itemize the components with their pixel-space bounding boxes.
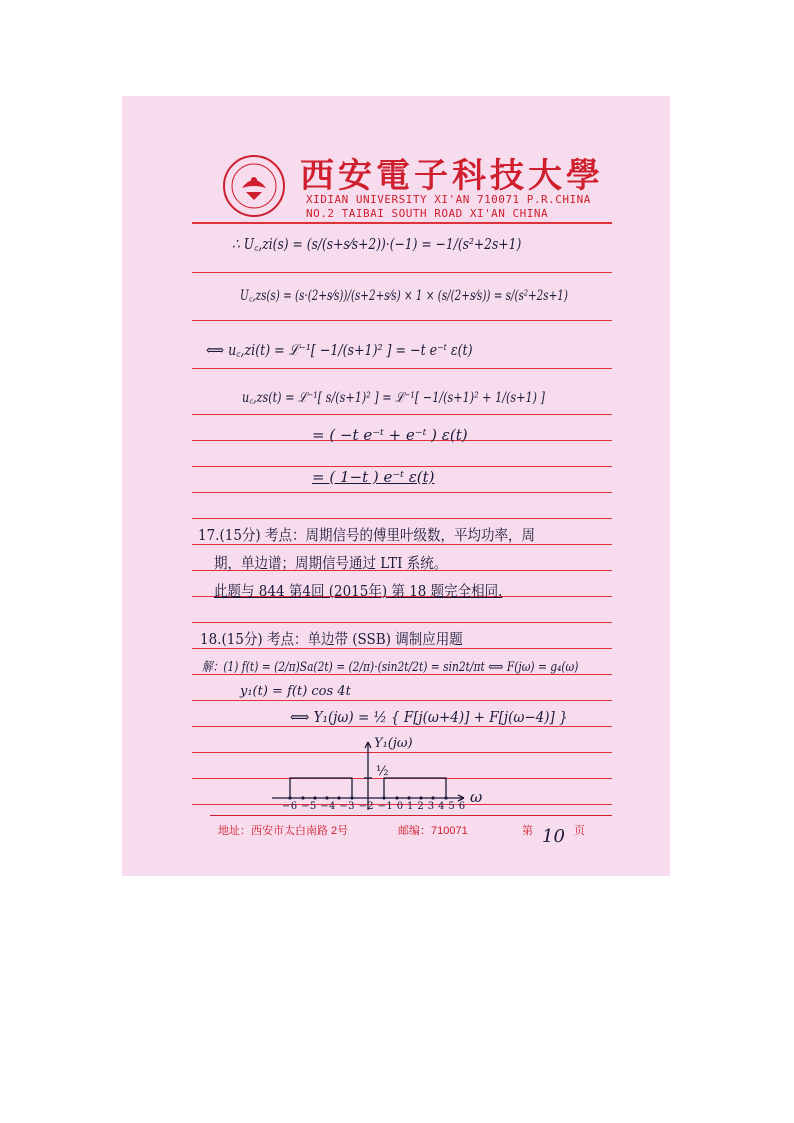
equation-line: ⟺ u꜀,zi(t) = ℒ⁻¹[ −1/(s+1)² ] = −t e⁻ᵗ ε(t) — [206, 341, 473, 359]
university-seal-icon — [222, 154, 286, 218]
letterhead-title-en: XIDIAN UNIVERSITY XI'AN 710071 P.R.CHINA — [306, 193, 591, 206]
ruled-line — [192, 272, 612, 273]
ruled-line — [192, 700, 612, 701]
ruled-line — [192, 368, 612, 369]
letterhead-address-en: NO.2 TAIBAI SOUTH ROAD XI'AN CHINA — [306, 207, 549, 220]
ruled-line — [192, 466, 612, 467]
letterhead-title-cn: 西安電子科技大學 — [300, 156, 604, 196]
spectrum-tick-labels: −6 −5 −4 −3 −2 −1 0 1 2 3 4 5 6 — [282, 801, 466, 812]
footer-page-label-pre: 第 — [522, 825, 533, 837]
problem-17-text: 期，单边谱；周期信号通过 LTI 系统。 — [214, 554, 448, 572]
problem-18-heading: 18.(15分) 考点：单边带 (SSB) 调制应用题 — [200, 630, 463, 648]
letterhead-sheet — [122, 96, 670, 876]
ruled-line — [192, 518, 612, 519]
ruled-line — [192, 492, 612, 493]
spectrum-ylabel: Y₁(jω) — [374, 736, 413, 751]
solution-line: 解：(1) f(t) = (2/π)Sa(2t) = (2/π)·(sin2t/2t) = sin2t/πt ⟺ F(jω) = g₄(ω) — [202, 660, 579, 675]
footer-address: 地址：西安市太白南路 2号 — [218, 825, 349, 837]
spectrum-xlabel: ω — [470, 788, 483, 806]
footer-postcode: 邮编：710071 — [398, 825, 468, 837]
equation-line: U꜀,zs(s) = (s·(2+s⁄s))/(s+2+s⁄s) × 1 × (s/(2+s⁄s)) = s/(s²+2s+1) — [240, 288, 568, 304]
solution-line: y₁(t) = f(t) cos 4t — [240, 684, 351, 699]
spectrum-half-label: ½ — [376, 764, 389, 779]
ruled-line — [192, 320, 612, 321]
footer-rule — [210, 815, 612, 816]
ruled-line — [192, 726, 612, 727]
spectrum-band-right — [384, 778, 446, 798]
equation-line: = ( −t e⁻ᵗ + e⁻ᵗ ) ε(t) — [312, 426, 468, 444]
ruled-line — [192, 414, 612, 415]
equation-line: u꜀,zs(t) = ℒ⁻¹[ s/(s+1)² ] = ℒ⁻¹[ −1/(s+1)² + 1/(s+1) ] — [242, 390, 545, 406]
problem-17-heading: 17.(15分) 考点：周期信号的傅里叶级数，平均功率，周 — [198, 526, 535, 544]
solution-line: ⟺ Y₁(jω) = ½ { F[j(ω+4)] + F[j(ω−4)] } — [290, 708, 568, 726]
spectrum-band-left — [290, 778, 352, 798]
ruled-line — [192, 222, 612, 224]
equation-line: = ( 1−t ) e⁻ᵗ ε(t) — [312, 468, 435, 486]
ruled-line — [192, 622, 612, 623]
problem-17-note: 此题与 844 第4回 (2015年) 第 18 题完全相同. — [214, 582, 503, 600]
equation-line: ∴ U꜀,zi(s) = (s/(s+s⁄s+2))·(−1) = −1/(s²+2s+1) — [232, 235, 522, 253]
footer-page-label-post: 页 — [574, 825, 585, 837]
page-number: 10 — [542, 826, 565, 847]
